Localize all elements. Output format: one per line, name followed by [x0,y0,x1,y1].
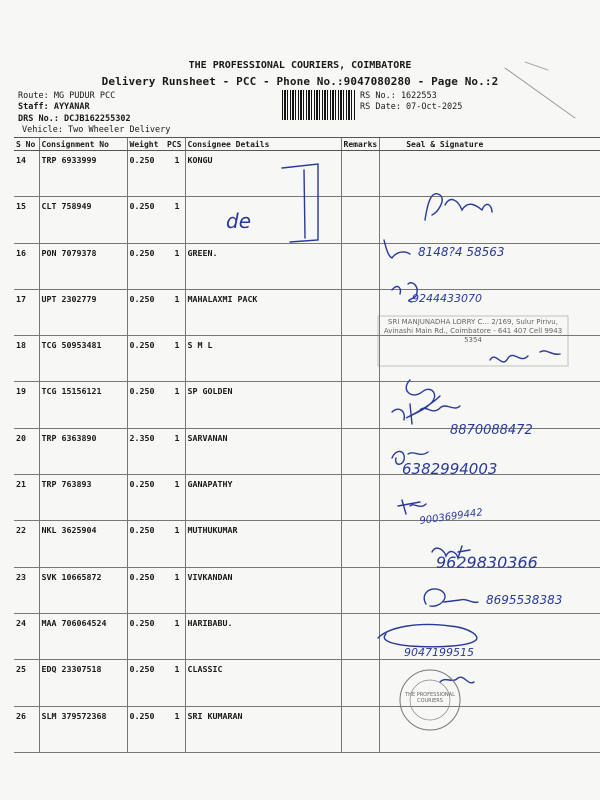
phone-row24: 8695538383 [486,593,563,607]
row-weight: 0.250 [127,336,165,382]
row-consignment: SVK 10665872 [39,567,127,613]
row-consignment: TCG 15156121 [39,382,127,428]
row-pcs: 1 [165,706,185,752]
row-consignment: TRP 6363890 [39,428,127,474]
phone-row21: 6382994003 [402,460,498,478]
row-remarks [341,613,380,659]
row-pcs: 1 [165,151,185,197]
col-consignment: Consignment No [39,138,127,151]
row-sno: 15 [14,197,39,243]
row-weight: 0.250 [127,243,165,289]
row-weight: 2.350 [127,428,165,474]
company-title: THE PROFESSIONAL COURIERS, COIMBATORE [188,60,412,71]
row-remarks [341,197,380,243]
row-consignment: PON 7079378 [39,243,127,289]
col-remarks: Remarks [341,138,380,151]
col-consignee: Consignee Details [185,138,341,151]
col-weight: Weight [127,138,165,151]
row-weight: 0.250 [127,706,165,752]
row-pcs: 1 [165,475,185,521]
row-signature [380,197,600,243]
vehicle-text: Vehicle: Two Wheeler Delivery [22,125,171,135]
rs-no-text: RS No.: 1622553 [360,91,437,101]
row-sno: 22 [14,521,39,567]
row-weight: 0.250 [127,521,165,567]
table-row [14,660,600,706]
runsheet-subtitle: Delivery Runsheet - PCC - Phone No.:9047080280 - Page No.:2 [101,75,499,88]
row-remarks [341,521,380,567]
row-consignee: GANAPATHY [185,475,341,521]
row-pcs: 1 [165,289,185,335]
row-consignee: MUTHUKUMAR [185,521,341,567]
row-pcs: 1 [165,243,185,289]
rs-date-text: RS Date: 07-Oct-2025 [360,102,463,112]
row-consignment: CLT 758949 [39,197,127,243]
drs-text: DRS No.: DCJB162255302 [18,114,131,124]
phone-row17: 9244433070 [412,292,482,305]
table-row [14,475,600,521]
row-remarks [341,336,380,382]
staff-text: Staff: AYYANAR [18,102,90,112]
lorry-stamp-text: SRI MANJUNADHA LORRY C... 2/169, Sulur Pirivu, Avinashi Main Rd., Coimbatore - 641 407 Cell 9943 5354 [383,318,563,344]
route-text: Route: MG PUDUR PCC [18,91,116,101]
row-remarks [341,428,380,474]
note-row15: de [226,209,251,233]
row-sno: 21 [14,475,39,521]
row-signature [380,706,600,752]
table-row [14,428,600,474]
row-consignment: TRP 763893 [39,475,127,521]
phone-row22: 9003699442 [418,507,484,527]
row-weight: 0.250 [127,382,165,428]
row-consignee: SARVANAN [185,428,341,474]
row-pcs: 1 [165,428,185,474]
row-weight: 0.250 [127,567,165,613]
row-consignee: MAHALAXMI PACK [185,289,341,335]
phone-row23: 9629830366 [436,553,538,572]
row-remarks [341,289,380,335]
row-weight: 0.250 [127,151,165,197]
row-sno: 20 [14,428,39,474]
row-pcs: 1 [165,567,185,613]
row-signature [380,151,600,197]
row-sno: 14 [14,151,39,197]
table-row [14,613,600,659]
row-consignee: CLASSIC [185,660,341,706]
row-consignment: TCG 50953481 [39,336,127,382]
row-consignment: NKL 3625904 [39,521,127,567]
table-row [14,151,600,197]
row-consignee: SP GOLDEN [185,382,341,428]
row-signature [380,243,600,289]
row-consignment: UPT 2302779 [39,289,127,335]
row-signature [380,660,600,706]
row-consignment: MAA 706064524 [39,613,127,659]
row-consignment: TRP 6933999 [39,151,127,197]
row-consignee: SRI KUMARAN [185,706,341,752]
table-row [14,336,600,382]
table-row [14,567,600,613]
barcode [282,90,356,120]
row-sno: 24 [14,613,39,659]
row-remarks [341,660,380,706]
row-pcs: 1 [165,613,185,659]
runsheet-table [14,137,600,753]
table-row [14,289,600,335]
row-remarks [341,243,380,289]
table-row [14,197,600,243]
row-consignment: EDQ 23307518 [39,660,127,706]
row-pcs: 1 [165,197,185,243]
row-weight: 0.250 [127,197,165,243]
table-row [14,243,600,289]
row-signature [380,428,600,474]
phone-row25: 9047199515 [404,646,474,659]
round-stamp-text: THE PROFESSIONAL COURIERS [405,692,455,704]
phone-row20: 8870088472 [450,423,533,438]
col-seal-signature: Seal & Signature [380,138,600,151]
col-pcs: PCS [165,138,185,151]
row-signature [380,567,600,613]
row-sno: 25 [14,660,39,706]
row-sno: 17 [14,289,39,335]
row-pcs: 1 [165,521,185,567]
row-weight: 0.250 [127,475,165,521]
row-sno: 23 [14,567,39,613]
row-remarks [341,567,380,613]
row-sno: 18 [14,336,39,382]
row-pcs: 1 [165,336,185,382]
row-signature [380,475,600,521]
row-signature [380,382,600,428]
row-weight: 0.250 [127,660,165,706]
row-consignee: S M L [185,336,341,382]
row-consignee: HARIBABU. [185,613,341,659]
row-remarks [341,151,380,197]
row-consignment: SLM 379572368 [39,706,127,752]
row-remarks [341,475,380,521]
row-remarks [341,382,380,428]
row-signature [380,521,600,567]
row-sno: 16 [14,243,39,289]
row-consignee: KONGU [185,151,341,197]
row-sno: 26 [14,706,39,752]
table-header-row [14,138,600,151]
row-consignee: GREEN. [185,243,341,289]
row-pcs: 1 [165,382,185,428]
table-row [14,382,600,428]
row-consignee [185,197,341,243]
phone-row16: 8148?4 58563 [418,245,505,259]
table-row [14,706,600,752]
row-signature [380,613,600,659]
row-signature [380,336,600,382]
row-remarks [341,706,380,752]
row-consignee: VIVKANDAN [185,567,341,613]
row-weight: 0.250 [127,289,165,335]
row-weight: 0.250 [127,613,165,659]
row-signature [380,289,600,335]
row-sno: 19 [14,382,39,428]
col-sno: S No [14,138,39,151]
row-pcs: 1 [165,660,185,706]
table-row [14,521,600,567]
